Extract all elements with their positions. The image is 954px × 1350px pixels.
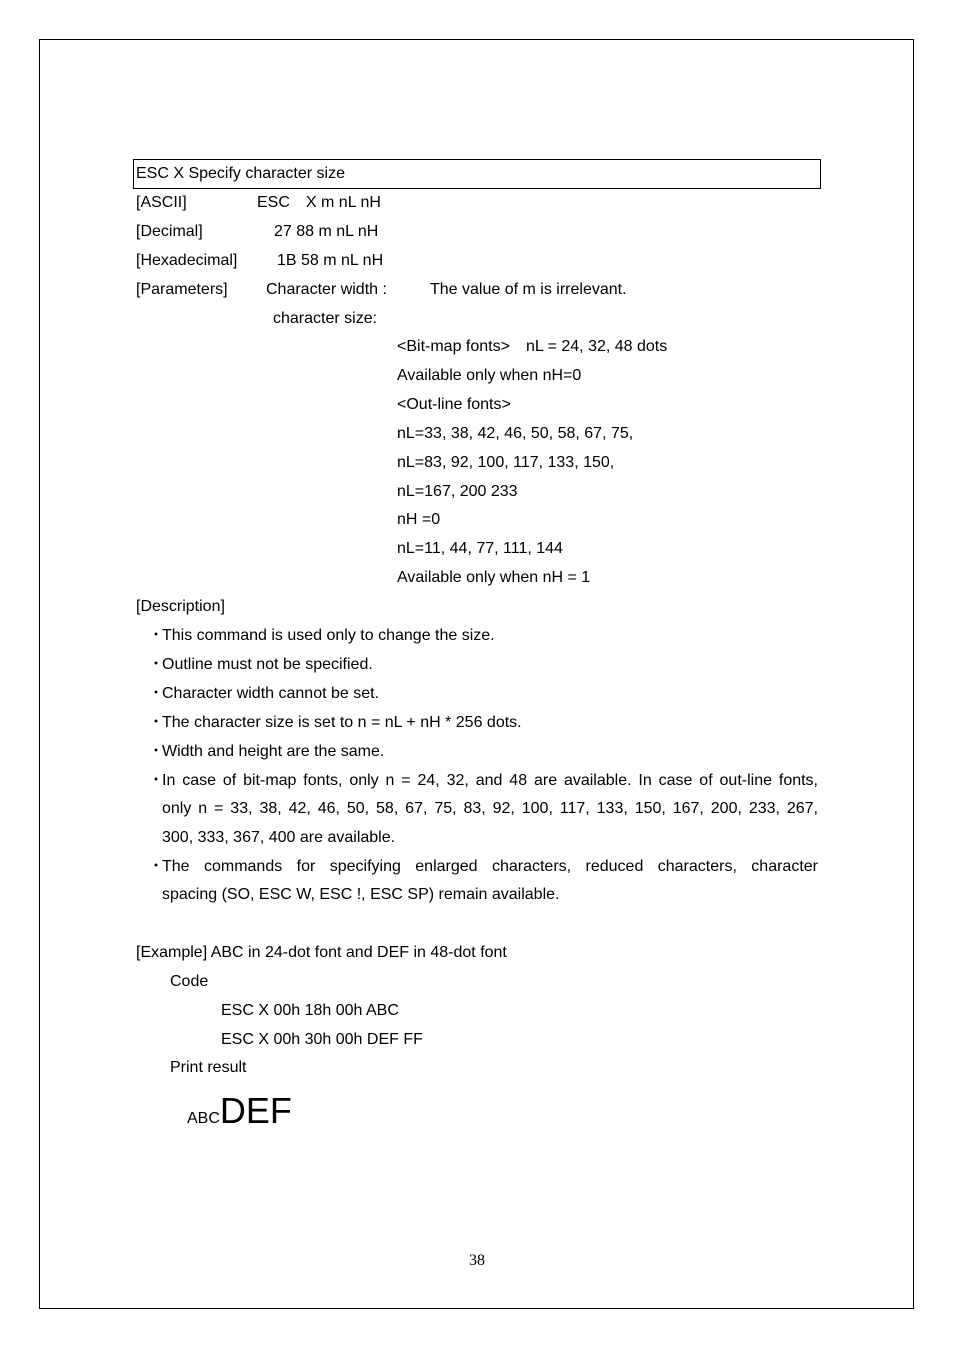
bullet-text: This command is used only to change the size. (162, 627, 495, 644)
bullet-text: Outline must not be specified. (162, 656, 373, 673)
bullet-mark: ・ (148, 714, 165, 731)
bullet-text: Character width cannot be set. (162, 685, 380, 702)
decimal-label: [Decimal] (136, 223, 203, 240)
decimal-value: 27 88 m nL nH (274, 223, 379, 240)
bullet-text-line: In case of bit-map fonts, only n = 24, 32, and 48 are available. In case of out-line fonts, (162, 772, 818, 789)
char-width-label: Character width : (266, 281, 387, 298)
print-result-label: Print result (170, 1059, 247, 1076)
bullet-mark: ・ (148, 858, 165, 875)
bullet-text: The character size is set to n = nL + nH * 256 dots. (162, 714, 522, 731)
section-title-box (133, 159, 821, 189)
size-line: nH =0 (397, 511, 441, 528)
bullet-mark: ・ (148, 772, 165, 789)
bullet-text-line: 300, 333, 367, 400 are available. (162, 829, 396, 846)
size-line: nL=167, 200 233 (397, 483, 518, 500)
bullet-text-line: spacing (SO, ESC W, ESC !, ESC SP) remain available. (162, 886, 560, 903)
hex-value: 1B 58 m nL nH (277, 252, 384, 269)
size-line: nL=33, 38, 42, 46, 50, 58, 67, 75, (397, 425, 634, 442)
section-title: ESC X Specify character size (136, 165, 345, 182)
example-heading: [Example] ABC in 24-dot font and DEF in 48-dot font (136, 944, 507, 961)
print-large-text: DEF (219, 1090, 292, 1131)
char-width-value: The value of m is irrelevant. (430, 281, 627, 298)
description-label: [Description] (136, 598, 225, 615)
bullet-mark: ・ (148, 685, 165, 702)
size-line: nL=11, 44, 77, 111, 144 (397, 540, 563, 557)
bullet-text-line: only n = 33, 38, 42, 46, 50, 58, 67, 75, 83, 92, 100, 117, 133, 150, 167, 200, 233, 267, (162, 800, 818, 817)
bullet-mark: ・ (148, 743, 165, 760)
print-small-text: ABC (187, 1110, 220, 1127)
hex-label: [Hexadecimal] (136, 252, 238, 269)
bullet-mark: ・ (148, 627, 165, 644)
bullet-mark: ・ (148, 656, 165, 673)
page-number: 38 (469, 1252, 485, 1269)
char-size-label: character size: (273, 310, 378, 327)
code-label: Code (170, 973, 209, 990)
size-line: Available only when nH = 1 (397, 569, 591, 586)
code-line: ESC X 00h 30h 00h DEF FF (221, 1031, 423, 1048)
size-line: Available only when nH=0 (397, 367, 582, 384)
ascii-value: ESC X m nL nH (257, 194, 381, 211)
size-line: nL=83, 92, 100, 117, 133, 150, (397, 454, 615, 471)
bullet-text-line: The commands for specifying enlarged characters, reduced characters, character (162, 858, 818, 875)
print-result-sample (187, 1090, 292, 1132)
code-line: ESC X 00h 18h 00h ABC (221, 1002, 399, 1019)
bullet-text: Width and height are the same. (162, 743, 385, 760)
parameters-label: [Parameters] (136, 281, 228, 298)
size-line: <Out-line fonts> (397, 396, 511, 413)
size-line: <Bit-map fonts> nL = 24, 32, 48 dots (397, 338, 668, 355)
ascii-label: [ASCII] (136, 194, 187, 211)
